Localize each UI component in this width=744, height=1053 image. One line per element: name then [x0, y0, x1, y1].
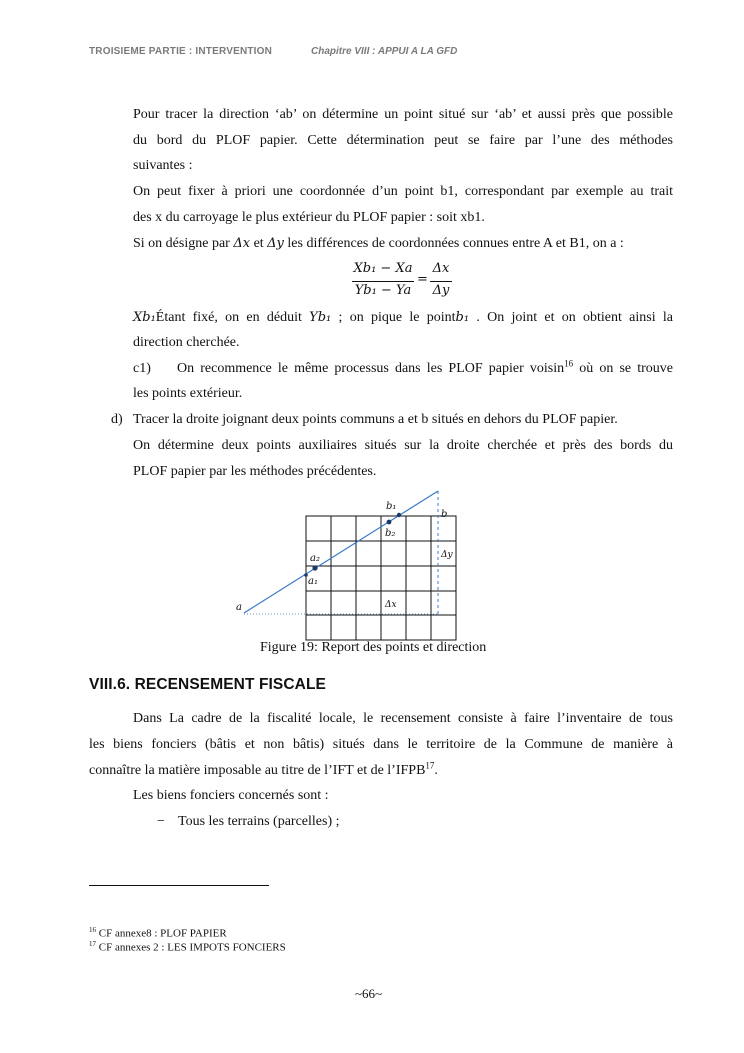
direction-line-ab [244, 491, 438, 613]
item-d-label: d) [111, 412, 123, 427]
item-c1-text: On recommence le même processus dans les PLOF papier voisin [177, 361, 565, 376]
section-p1-line-2: les biens fonciers (bâtis et non bâtis) situés dans le territoire de la Commune de manière à [89, 737, 673, 752]
footnote-separator [89, 885, 269, 886]
section-p1-line-1: Dans La cadre de la fiscalité locale, le recensement consiste à faire l’inventaire de tous [133, 711, 673, 726]
xb1-symbol: Xb₁ [133, 310, 156, 325]
point-b2 [387, 520, 392, 525]
bullet-dash: − [157, 814, 165, 829]
figure-caption: Figure 19: Report des points et direction [260, 640, 487, 655]
figure-grid [306, 516, 456, 640]
header-chapter-title: Chapitre VIII : APPUI A LA GFD [311, 46, 458, 57]
label-a2: a₂ [310, 553, 320, 564]
label-b: b [441, 509, 448, 520]
b1-symbol: b₁ [455, 310, 470, 325]
section-heading: VIII.6. RECENSEMENT FISCALE [89, 676, 326, 693]
paragraph-2-line-2: des x du carroyage le plus extérieur du PLOF papier : soit xb1. [133, 210, 485, 225]
item-d-text: Tracer la droite joignant deux points communs a et b situés en dehors du PLOF papier. [133, 412, 618, 427]
paragraph-2-line-1: On peut fixer à priori une coordonnée d’un point b1, correspondant par exemple au trait [133, 184, 673, 199]
header-part-title: TROISIEME PARTIE : INTERVENTION [89, 46, 273, 57]
item-c1-line-2: les points extérieur. [133, 386, 243, 401]
paragraph-4-text-3: . On joint et on obtient ainsi la [469, 310, 673, 325]
footnote-17-text: CF annexes 2 : LES IMPOTS FONCIERS [96, 941, 286, 954]
item-d-line-3: PLOF papier par les méthodes précédentes. [133, 464, 377, 479]
point-b1 [397, 513, 401, 517]
item-d-line-2: On détermine deux points auxiliaires situés sur la droite cherchée et près des bords du [133, 438, 673, 453]
item-c1-label: c1) [133, 361, 151, 376]
label-delta-y: Δy [441, 550, 453, 560]
paragraph-1-line-3: suivantes : [133, 158, 193, 173]
footnote-16-text: CF annexe8 : PLOF PAPIER [96, 927, 227, 940]
label-a1: a₁ [308, 576, 318, 587]
formula-right-numerator: Δx [432, 261, 450, 276]
yb1-symbol: Yb₁ [309, 310, 332, 325]
paragraph-3-pre: Si on désigne par [133, 236, 234, 251]
formula-right-denominator: Δy [432, 283, 450, 298]
footnote-16-number: 16 [89, 926, 96, 934]
paragraph-4-text-2: ; on pique le point [331, 310, 456, 325]
label-b2: b₂ [385, 528, 396, 539]
footnote-17-number: 17 [89, 940, 96, 948]
paragraph-3-mid: et [250, 236, 268, 251]
page-number: ~66~ [355, 986, 383, 1001]
delta-y-symbol: Δy [267, 236, 284, 251]
section-p2: Les biens fonciers concernés sont : [133, 788, 329, 803]
section-p1-line-3-end: . [434, 763, 438, 778]
label-a: a [236, 602, 242, 613]
paragraph-1-line-1: Pour tracer la direction ‘ab’ on détermine un point situé sur ‘ab’ et aussi près que possible [133, 107, 673, 122]
section-p1-line-3 [89, 758, 438, 784]
footnote-ref-16: 16 [564, 358, 574, 369]
section-p1-line-3-text: connaître la matière imposable au titre de l’IFT et de l’IFPB [89, 763, 426, 778]
delta-x-symbol: Δx [233, 236, 251, 251]
paragraph-4-line-2: direction cherchée. [133, 335, 240, 350]
footnote-17 [89, 940, 286, 954]
point-a1-a2 [312, 565, 317, 570]
formula-denominator: Yb₁ − Ya [354, 283, 412, 298]
label-b1: b₁ [386, 501, 397, 512]
label-delta-x: Δx [385, 600, 397, 610]
paragraph-1-line-2: du bord du PLOF papier. Cette détermination peut se faire par l’une des méthodes [133, 133, 673, 148]
footnote-16 [89, 926, 227, 940]
formula-equals: = [417, 272, 428, 287]
bullet-item-1: Tous les terrains (parcelles) ; [178, 814, 340, 829]
formula-numerator: Xb₁ − Xa [353, 261, 413, 276]
paragraph-4-text-1: Étant fixé, on en déduit [155, 310, 310, 325]
paragraph-3-post: les différences de coordonnées connues entre A et B1, on a : [283, 236, 624, 251]
item-c1-text-end: où on se trouve [573, 361, 673, 376]
footnote-ref-17: 17 [425, 760, 435, 771]
